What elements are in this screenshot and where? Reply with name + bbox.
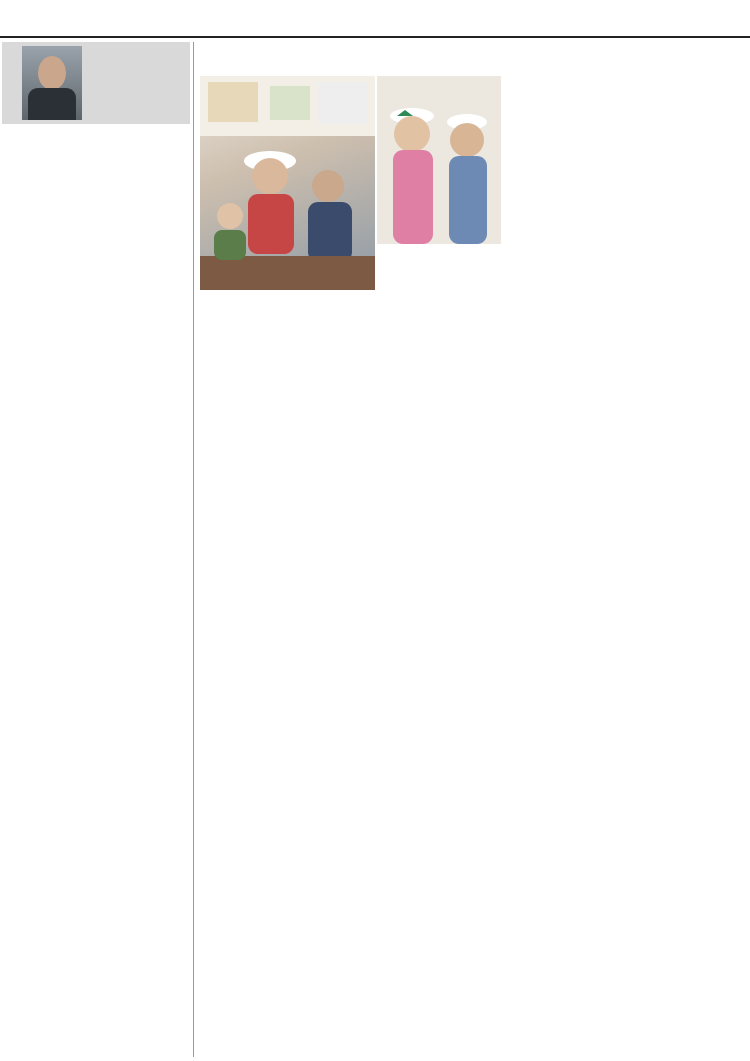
classroom-photo[interactable] (200, 76, 375, 290)
newspaper-logo[interactable] (6, 2, 156, 36)
column-body (2, 158, 190, 1038)
children-illustration (377, 76, 501, 244)
children-hats-photo[interactable] (377, 76, 501, 244)
author-box (2, 42, 190, 124)
feature-headline (200, 40, 747, 74)
column-divider (193, 42, 194, 1057)
classroom-illustration (200, 76, 375, 290)
column-series-label (4, 52, 18, 112)
author-photo (22, 46, 82, 120)
opinion-column (2, 42, 190, 1057)
masthead (0, 0, 750, 38)
